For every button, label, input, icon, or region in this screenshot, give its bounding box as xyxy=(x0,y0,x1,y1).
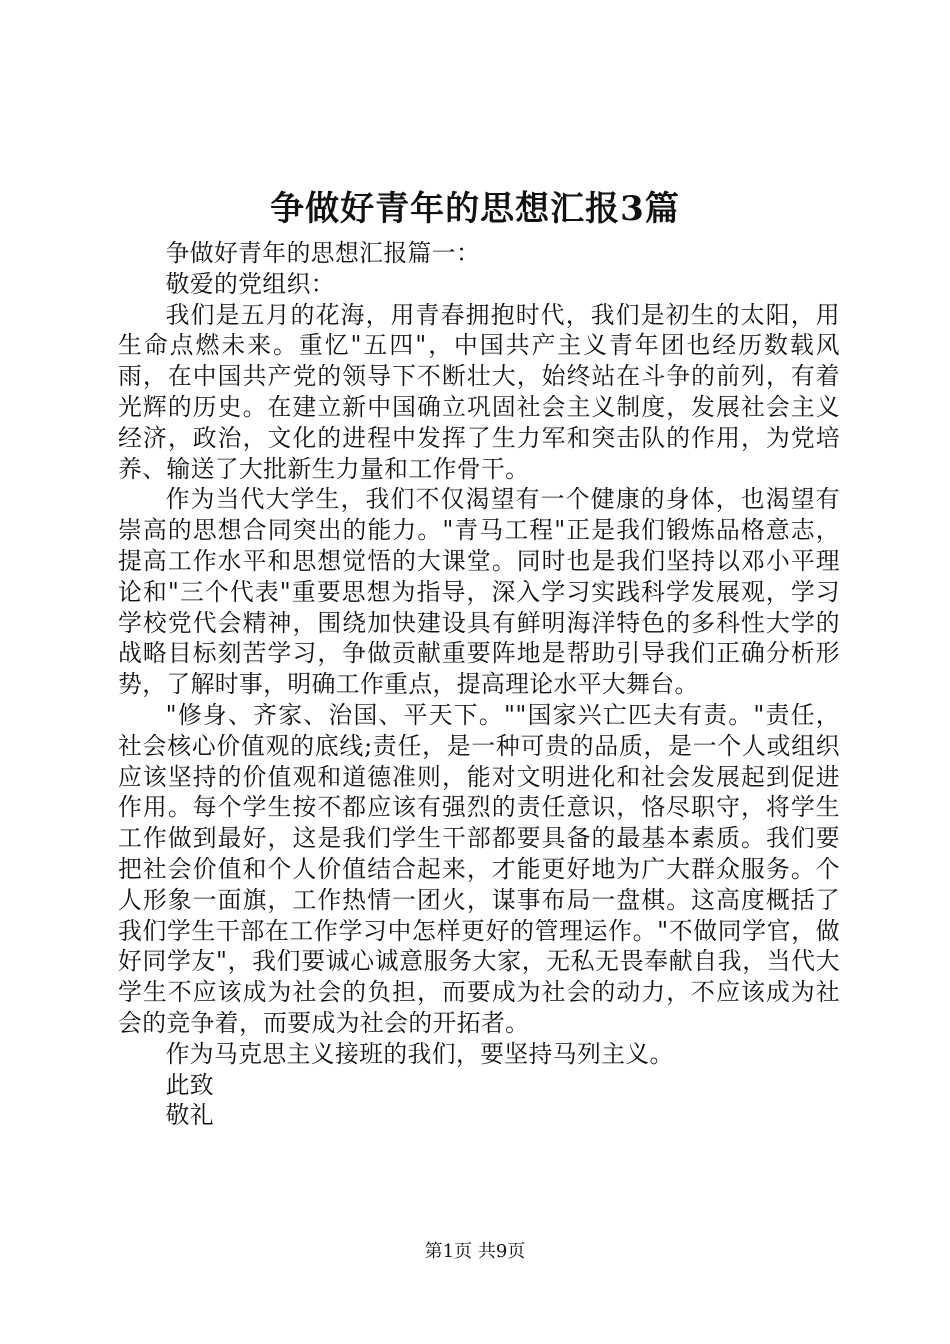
body-paragraph: 我们是五月的花海，用青春拥抱时代，我们是初生的太阳，用生命点燃未来。重忆"五四"，中国共产主义青年团也经历数载风雨，在中国共产党的领导下不断壮大，始终站在斗争的前列，有着光辉的历史。在建立新中国确立巩固社会主义制度，发展社会主义经济，政治，文化的进程中发挥了生力军和突击队的作用，为党培养、输送了大批新生力量和工作骨干。 xyxy=(118,300,840,483)
body-paragraph: 作为当代大学生，我们不仅渴望有一个健康的身体，也渴望有崇高的思想合同突出的能力。"青马工程"正是我们锻炼品格意志，提高工作水平和思想觉悟的大课堂。同时也是我们坚持以邓小平理论和"三个代表"重要思想为指导，深入学习实践科学发展观，学习学校党代会精神，围绕加快建设具有鲜明海洋特色的多科性大学的战略目标刻苦学习，争做贡献重要阵地是帮助引导我们正确分析形势，了解时事，明确工作重点，提高理论水平大舞台。 xyxy=(118,485,840,699)
closing-line: 此致 xyxy=(165,1070,214,1099)
page-number: 第1页 共9页 xyxy=(424,1241,526,1262)
body-paragraph: 作为马克思主义接班的我们，要坚持马列主义。 xyxy=(165,1039,674,1068)
closing-line: 敬礼 xyxy=(165,1101,214,1130)
document-title: 争做好青年的思想汇报3篇 xyxy=(270,189,680,229)
body-paragraph: "修身、齐家、治国、平天下。""国家兴亡匹夫有责。"责任，社会核心价值观的底线;责任，是一种可贵的品质，是一个人或组织应该坚持的价值观和道德准则，能对文明进化和社会发展起到促进作用。每个学生按不都应该有强烈的责任意识，恪尽职守，将学生工作做到最好，这是我们学生干部都要具备的最基本素质。我们要把社会价值和个人价值结合起来，才能更好地为广大群众服务。个人形象一面旗，工作热情一团火，谋事布局一盘棋。这高度概括了我们学生干部在工作学习中怎样更好的管理运作。"不做同学官，做好同学友"，我们要诚心诚意服务大家，无私无畏奉献自我，当代大学生不应该成为社会的负担，而要成为社会的动力，不应该成为社会的竞争着，而要成为社会的开拓者。 xyxy=(118,700,840,1037)
document-body xyxy=(118,238,840,1131)
section-heading: 争做好青年的思想汇报篇一： xyxy=(165,239,481,267)
salutation: 敬爱的党组织： xyxy=(165,269,335,298)
